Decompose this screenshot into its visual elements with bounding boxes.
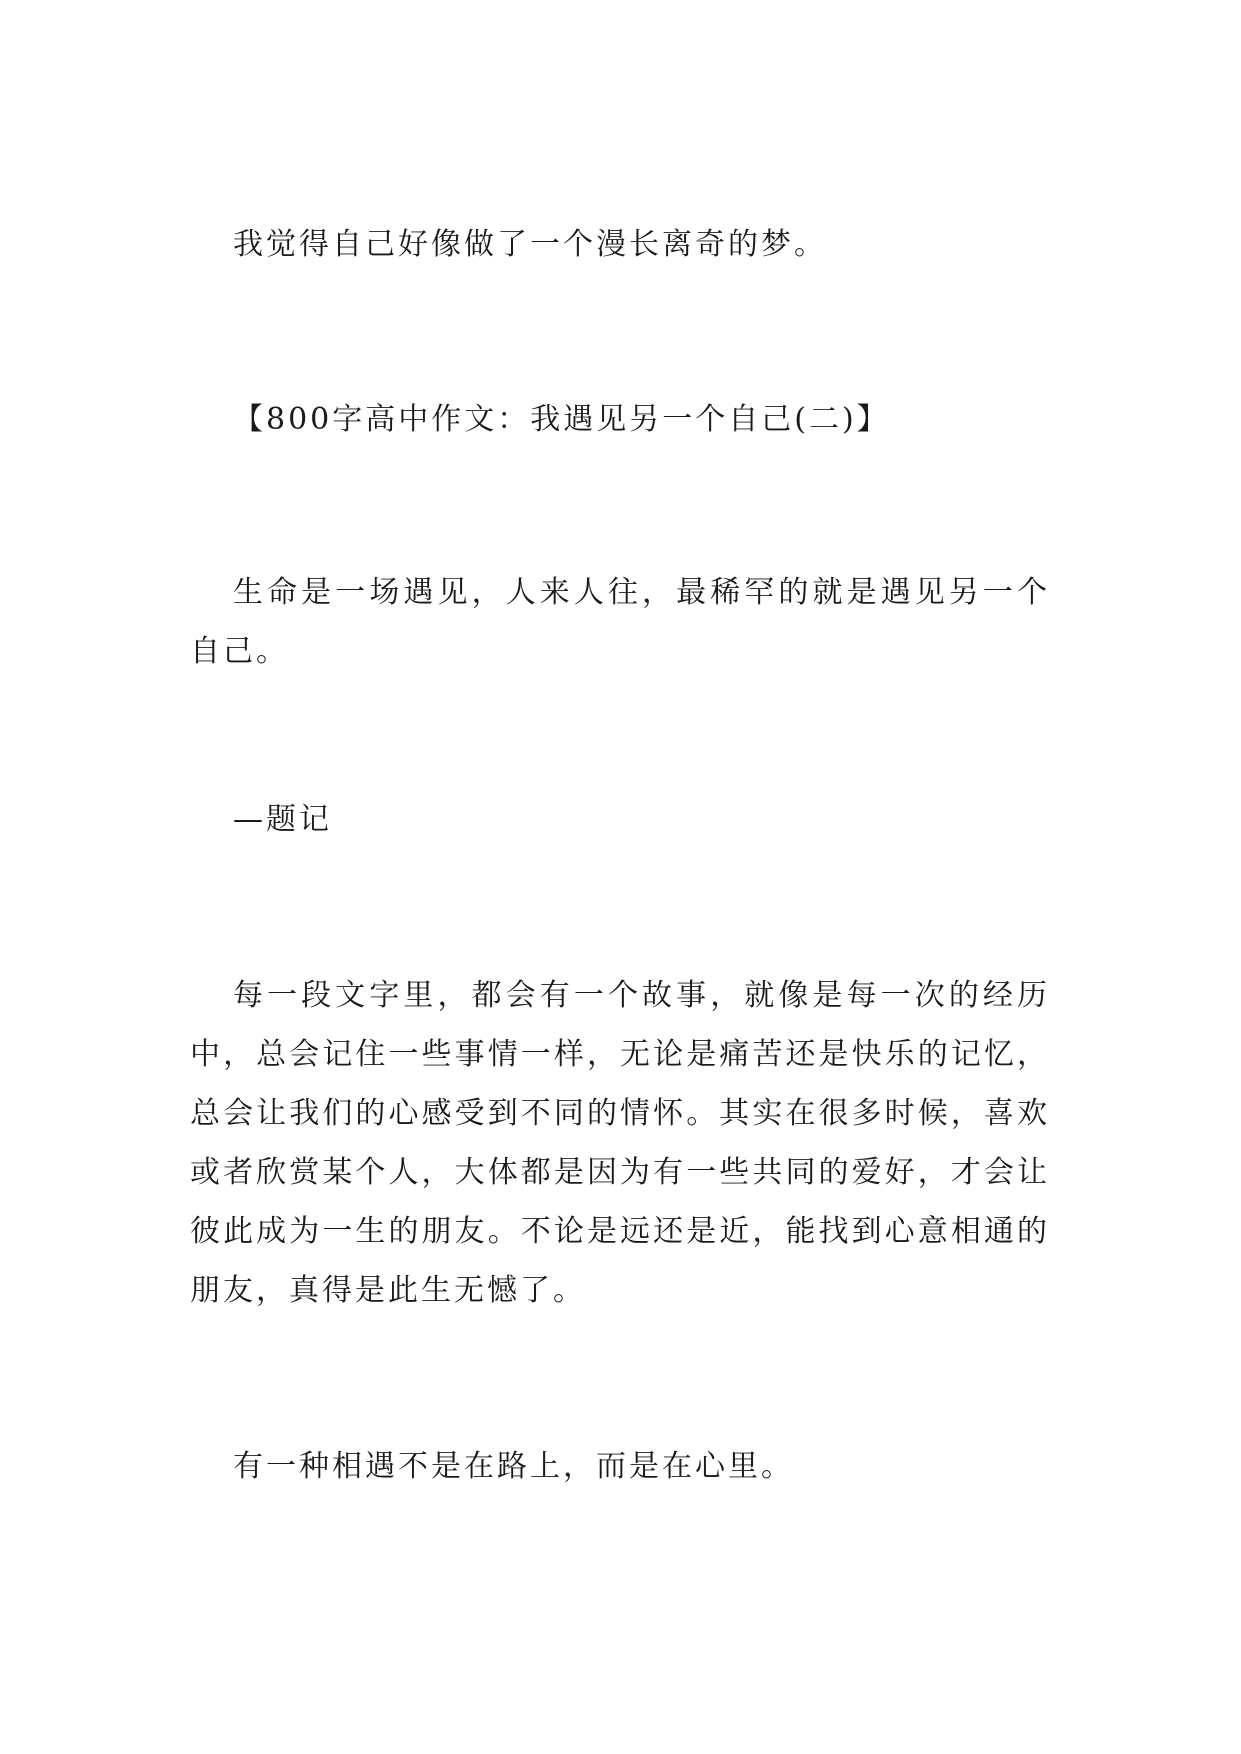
essay-title: 【800字高中作文：我遇见另一个自己(二)】 <box>233 402 890 437</box>
paragraph-epigraph: 生命是一场遇见，人来人往，最稀罕的就是遇见另一个自己。 <box>190 575 1050 669</box>
paragraph-encounter: 有一种相遇不是在路上，而是在心里。 <box>233 1449 794 1484</box>
paragraph-story: 每一段文字里，都会有一个故事，就像是每一次的经历中，总会记住一些事情一样，无论是痛苦还是快乐的记忆，总会让我们的心感受到不同的情怀。其实在很多时候，喜欢或者欣赏某个人，大体都是因为有一些共同的爱好，才会让彼此成为一生的朋友。不论是远还是近，能找到心意相通的朋友，真得是此生无憾了。 <box>190 978 1050 1308</box>
epigraph-label: —题记 <box>233 802 332 837</box>
paragraph-dream: 我觉得自己好像做了一个漫长离奇的梦。 <box>233 227 827 262</box>
